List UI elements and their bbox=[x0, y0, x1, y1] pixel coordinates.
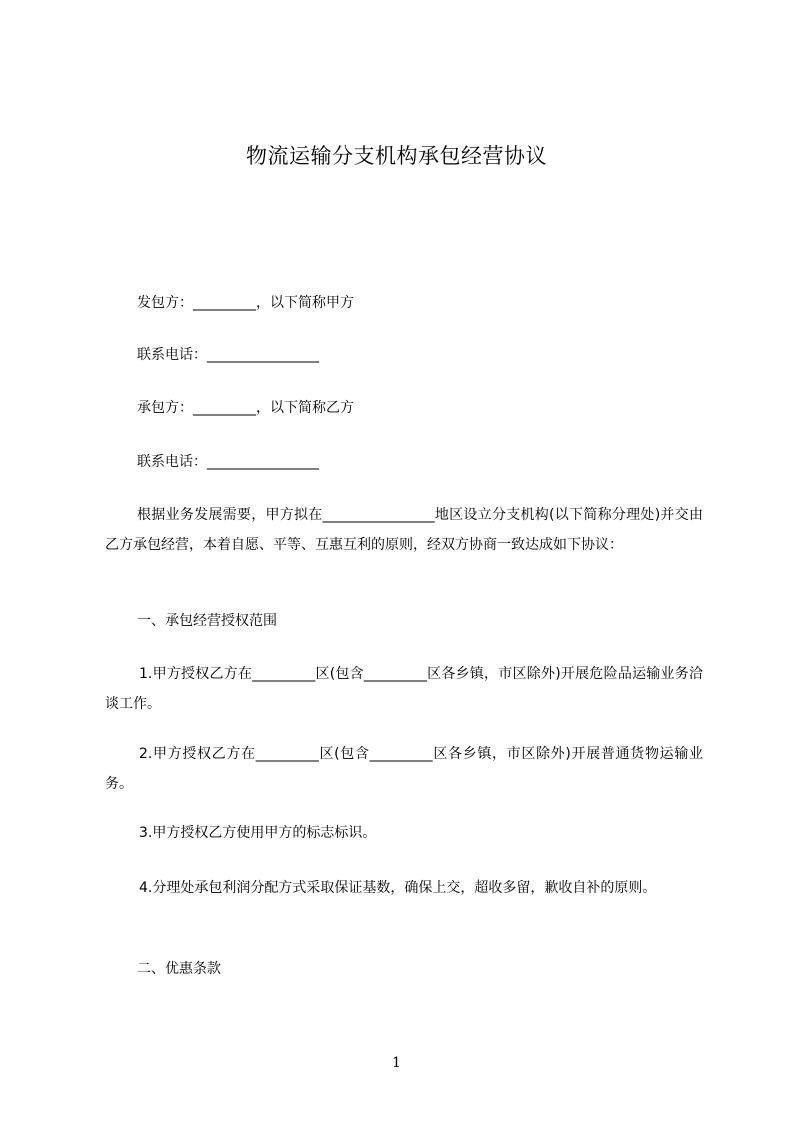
intro-paragraph: 根据业务发展需要，甲方拟在________________地区设立分支机构(以下简称分理处)并交由乙方承包经营，本着自愿、平等、互惠互利的原则，经双方协商一致达成如下协议： bbox=[105, 507, 703, 553]
section-1-heading: 一、承包经营授权范围 bbox=[137, 613, 277, 629]
section-2-heading: 二、优惠条款 bbox=[137, 961, 221, 977]
clause-3: 3.甲方授权乙方使用甲方的标志标识。 bbox=[139, 825, 377, 841]
party-b-phone: 联系电话：________________ bbox=[137, 454, 319, 470]
clause-4: 4.分理处承包利润分配方式采取保证基数，确保上交，超收多留，歉收自补的原则。 bbox=[139, 880, 657, 896]
clause-1: 1.甲方授权乙方在_________区(包含_________区各乡镇，市区除外)开展危险品运输业务洽谈工作。 bbox=[105, 666, 703, 712]
clause-2: 2.甲方授权乙方在_________区(包含_________区各乡镇，市区除外)开展普通货物运输业务。 bbox=[105, 746, 703, 792]
party-b-line: 承包方：_________，以下简称乙方 bbox=[137, 400, 354, 416]
page-number: 1 bbox=[392, 1055, 401, 1071]
document-title: 物流运输分支机构承包经营协议 bbox=[246, 144, 547, 168]
party-a-line: 发包方：_________，以下简称甲方 bbox=[137, 295, 354, 311]
party-a-phone: 联系电话：________________ bbox=[137, 347, 319, 363]
